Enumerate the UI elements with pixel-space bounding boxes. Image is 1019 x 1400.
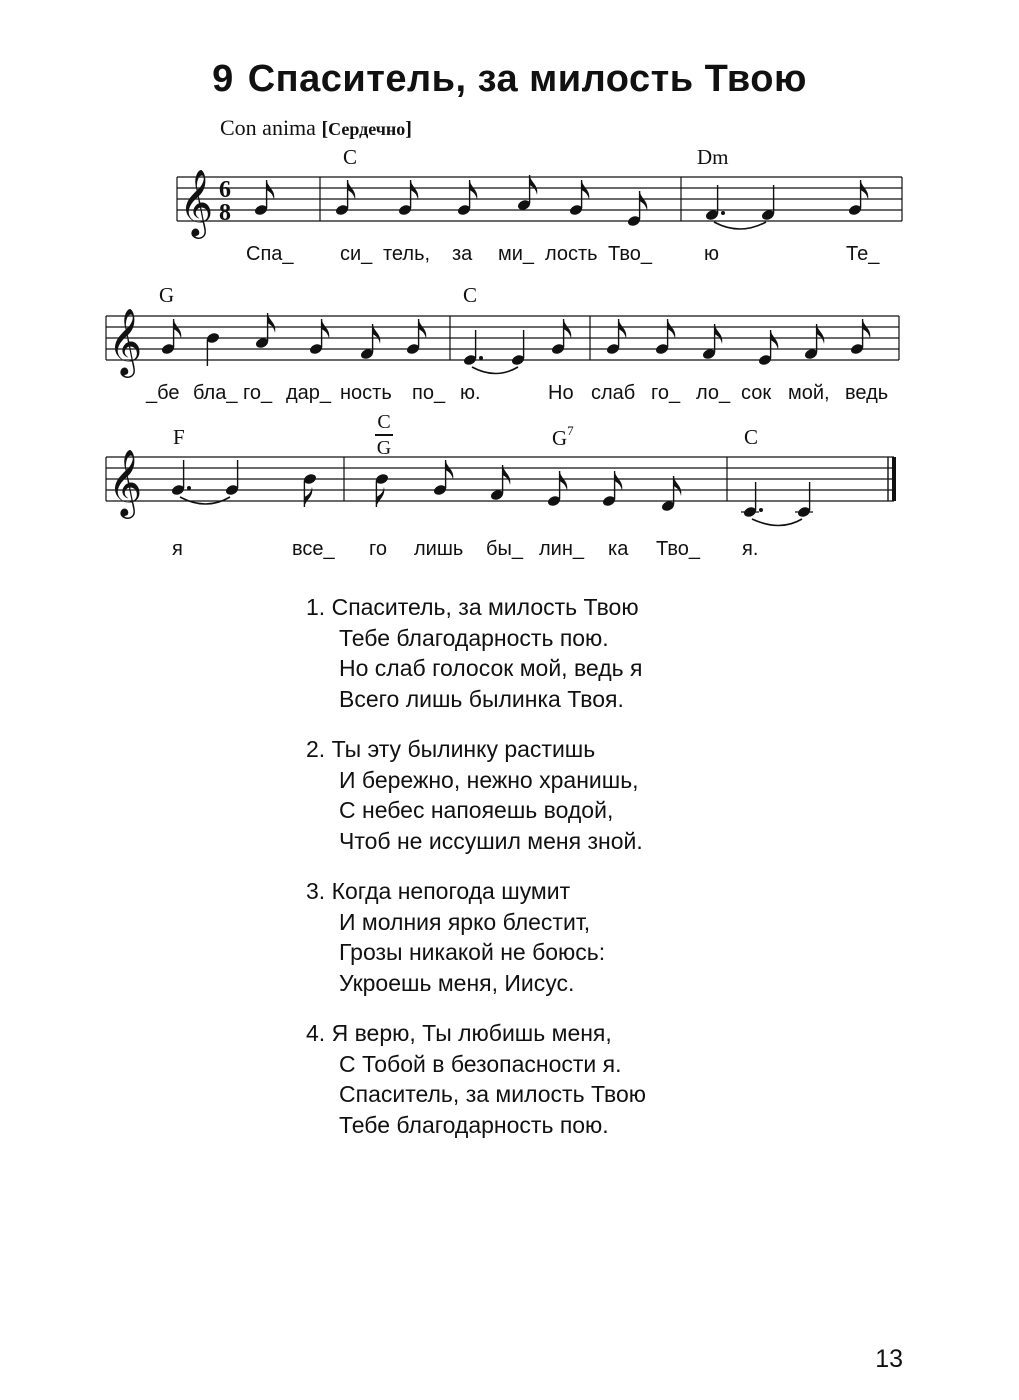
verse-line: 2. Ты эту былинку растишь [306, 736, 596, 762]
verse-line: Но слаб голосок мой, ведь я [339, 655, 643, 681]
verse-line: Чтоб не иссушил меня зной. [339, 827, 643, 854]
verses [306, 592, 646, 1160]
song-title-text: Спаситель, за милость Твою [247, 58, 807, 100]
lyric-syllable: я. [742, 538, 759, 560]
verse-3 [306, 876, 646, 998]
lyric-syllable: все_ [292, 538, 335, 560]
lyric-syllable: Те_ [846, 243, 880, 265]
lyric-syllable: тель, [383, 243, 431, 265]
verse-line: 3. Когда непогода шумит [306, 878, 571, 904]
chord-slash-symbol: C G [376, 411, 392, 459]
music-staff [0, 0, 1019, 600]
lyric-syllable: по_ [412, 382, 446, 404]
verse-4 [306, 1018, 646, 1140]
lyric-syllable: ю [704, 243, 719, 265]
lyric-syllable: го_ [243, 382, 273, 404]
song-number: 9 [212, 58, 234, 100]
lyric-syllable: ка [608, 538, 629, 560]
lyric-syllable: Тво_ [608, 243, 652, 265]
staff-system-2 [106, 307, 899, 378]
staff-system-1 [177, 168, 902, 239]
chord-symbol: $G^7$ [552, 423, 574, 450]
tempo-text: Con anima [220, 115, 316, 140]
verse-line: 4. Я верю, Ты любишь меня, [306, 1020, 612, 1046]
chord-symbol: C [463, 283, 478, 307]
staff-system-3 [106, 448, 894, 526]
lyric-syllable: ведь [845, 382, 889, 404]
chord-symbol: G [159, 283, 175, 307]
lyric-syllable: слаб [591, 382, 636, 404]
lyric-syllable: лин_ [539, 538, 585, 560]
lyric-syllable: бы_ [486, 538, 523, 560]
chord-symbol: Dm [697, 145, 729, 169]
lyric-syllable: ность [340, 382, 392, 404]
lyric-syllable: сок [741, 382, 772, 404]
lyric-syllable: Спа_ [246, 243, 294, 265]
lyric-syllable: ми_ [498, 243, 535, 265]
verse-line: И молния ярко блестит, [339, 908, 591, 935]
verse-1 [306, 592, 646, 714]
lyric-syllable: Но [548, 382, 574, 404]
verse-line: Всего лишь былинка Твоя. [339, 685, 624, 712]
lyric-syllable: лость [545, 243, 598, 265]
verse-line: Тебе благодарность пою. [339, 624, 609, 651]
verse-line: Спаситель, за милость Твою [339, 1081, 646, 1107]
svg-text:8: 8 [219, 200, 231, 226]
lyric-syllable: го [369, 538, 387, 560]
lyric-syllable: бла_ [193, 382, 238, 404]
lyric-syllable: ло_ [696, 382, 731, 404]
lyric-syllable: за [452, 243, 473, 265]
tempo-marking: Con anima [Сердечно] [220, 115, 412, 140]
lyric-syllable: лишь [414, 538, 464, 560]
lyric-syllable: го_ [651, 382, 681, 404]
verse-line: Тебе благодарность пою. [339, 1111, 609, 1138]
page-number: 13 [875, 1345, 903, 1373]
verse-2 [306, 734, 646, 856]
svg-text:6: 6 [219, 177, 231, 203]
lyric-syllable: мой, [788, 382, 830, 404]
lyric-syllable: си_ [340, 243, 373, 265]
chord-symbol: C [744, 425, 759, 449]
verse-line: 1. Спаситель, за милость Твою [306, 594, 639, 620]
verse-line: Укроешь меня, Иисус. [339, 969, 575, 996]
chord-symbol: C [343, 145, 358, 169]
lyric-syllable: я [172, 538, 183, 560]
lyric-syllable: ю. [460, 382, 481, 404]
tempo-translation: Сердечно [328, 119, 406, 139]
treble-clef-icon: 𝄞 [179, 168, 214, 236]
verse-line: Грозы никакой не боюсь: [339, 939, 606, 965]
lyric-syllable: дар_ [286, 382, 332, 404]
verse-line: С Тобой в безопасности я. [339, 1050, 622, 1077]
lyric-syllable: _бе [146, 382, 180, 404]
treble-clef-icon: 𝄞 [108, 448, 143, 516]
lyric-syllable: Тво_ [656, 538, 700, 560]
treble-clef-icon: 𝄞 [108, 307, 143, 375]
chord-symbol: F [173, 425, 185, 449]
verse-line: С небес напояешь водой, [339, 797, 614, 823]
verse-line: И бережно, нежно хранишь, [339, 766, 639, 793]
